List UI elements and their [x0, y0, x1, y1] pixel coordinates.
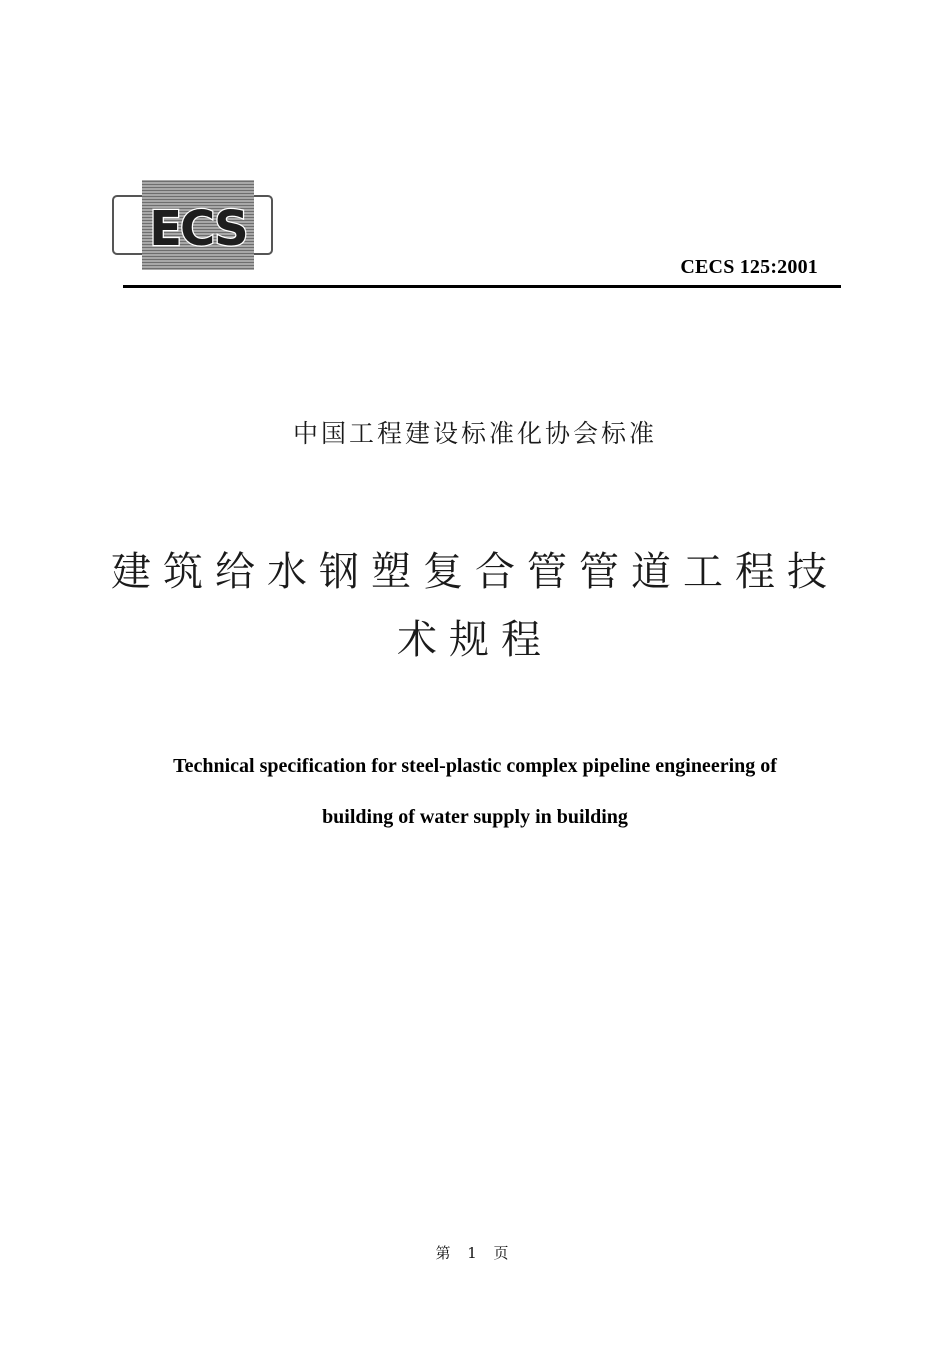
english-title-line-2: building of water supply in building [322, 806, 628, 828]
header-divider [123, 285, 841, 288]
english-title [0, 741, 950, 843]
page-number: 第 1 页 [435, 1244, 515, 1262]
svg-text:ECS: ECS [149, 201, 247, 257]
chinese-title [100, 538, 850, 674]
ecs-logo [110, 178, 275, 273]
standard-code: CECS 125:2001 [680, 256, 818, 278]
chinese-title-line-2: 术规程 [397, 617, 553, 663]
association-title: 中国工程建设标准化协会标准 [292, 419, 657, 448]
chinese-title-line-1: 建筑给水钢塑复合管管道工程技 [111, 549, 839, 595]
english-title-line-1: Technical specification for steel-plastic complex pipeline engineering of [173, 755, 777, 777]
